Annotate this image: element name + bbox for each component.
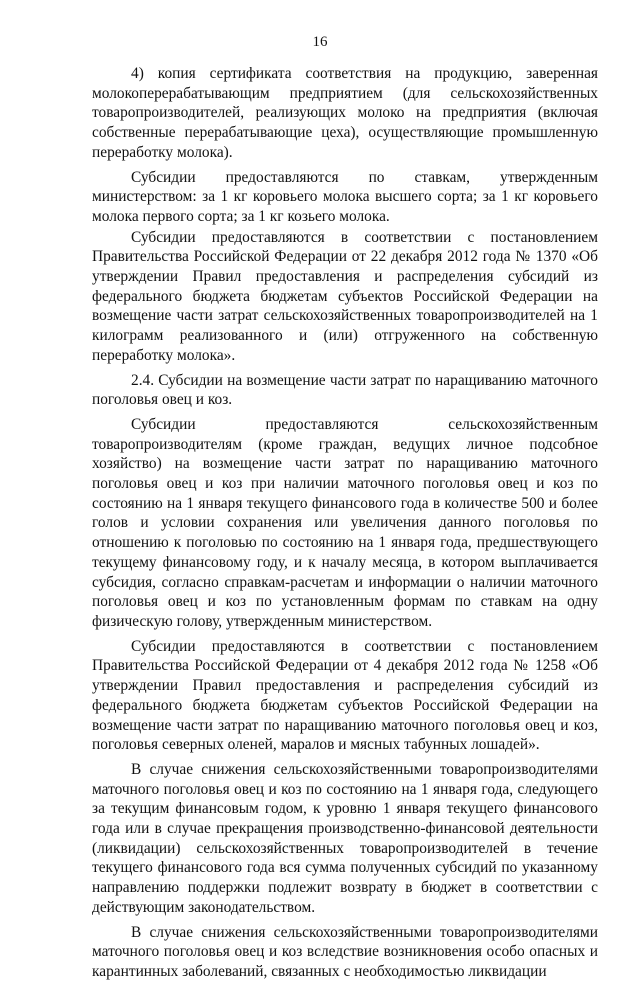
paragraph-sheep-goat-subsidy-conditions: Субсидии предоставляются сельскохозяйственным товаропроизводителям (кроме граждан, ведущих личное подсобное хозяйство) на возмещение части затрат по наращиванию маточного поголовья овец и коз при наличии маточного поголовья овец и коз по состоянию на 1 января текущего финансового года в количестве 500 и более голов и условии сохранения или увеличения данного поголовья по отношению к поголовью по состоянию на 1 января года, предшествующего текущему финансовому году, и к началу месяца, в котором выплачивается субсидия, согласно справкам-расчетам и информации о наличии маточного поголовья овец и коз по установленным формам по ставкам на одну физическую голову, утвержденным министерством. — [92, 415, 598, 630]
document-body — [92, 64, 598, 982]
paragraph-disease-exception: В случае снижения сельскохозяйственными товаропроизводителями маточного поголовья овец и коз вследствие возникновения особо опасных и карантинных заболеваний, связанных с необходимостью ликвидации — [92, 923, 598, 980]
paragraph-government-decree-1258: Субсидии предоставляются в соответствии с постановлением Правительства Российской Федерации от 4 декабря 2012 года № 1258 «Об утверждении Правил предоставления и распределения субсидий из федерального бюджета бюджетам субъектов Российской Федерации на возмещение части затрат по наращиванию маточного поголовья овец и коз, поголовья северных оленей, маралов и мясных табунных лошадей». — [92, 637, 598, 754]
paragraph-government-decree-1370: Субсидии предоставляются в соответствии с постановлением Правительства Российской Федерации от 22 декабря 2012 года № 1370 «Об утверждении Правил предоставления и распределения субсидий из федерального бюджета бюджетам субъектов Российской Федерации на возмещение части затрат сельскохозяйственных товаропроизводителей на 1 килограмм реализованного и (или) отгруженного на собственную переработку молока». — [92, 228, 598, 364]
paragraph-certificate-copy: 4) копия сертификата соответствия на продукцию, заверенная молокоперерабатывающим предприятием (для сельскохозяйственных товаропроизводителей, реализующих молоко на предприятия (включая собственные перерабатывающие цеха), осуществляющие промышленную переработку молока). — [92, 65, 598, 161]
section-heading-2-4: 2.4. Субсидии на возмещение части затрат по наращиванию маточного поголовья овец и коз. — [92, 371, 598, 409]
paragraph-subsidy-rates-milk: Субсидии предоставляются по ставкам, утвержденным министерством: за 1 кг коровьего молока высшего сорта; за 1 кг коровьего молока первого сорта; за 1 кг козьего молока. — [92, 168, 598, 225]
page-number: 16 — [312, 34, 328, 50]
paragraph-subsidy-refund: В случае снижения сельскохозяйственными товаропроизводителями маточного поголовья овец и коз по состоянию на 1 января года, следующего за текущим финансовым годом, к уровню 1 января текущего финансового года или в случае прекращения производственно-финансовой деятельности (ликвидации) сельскохозяйственных товаропроизводителей в течение текущего финансового года вся сумма полученных субсидий по указанному направлению поддержки подлежит возврату в бюджет в соответствии с действующим законодательством. — [92, 760, 598, 916]
